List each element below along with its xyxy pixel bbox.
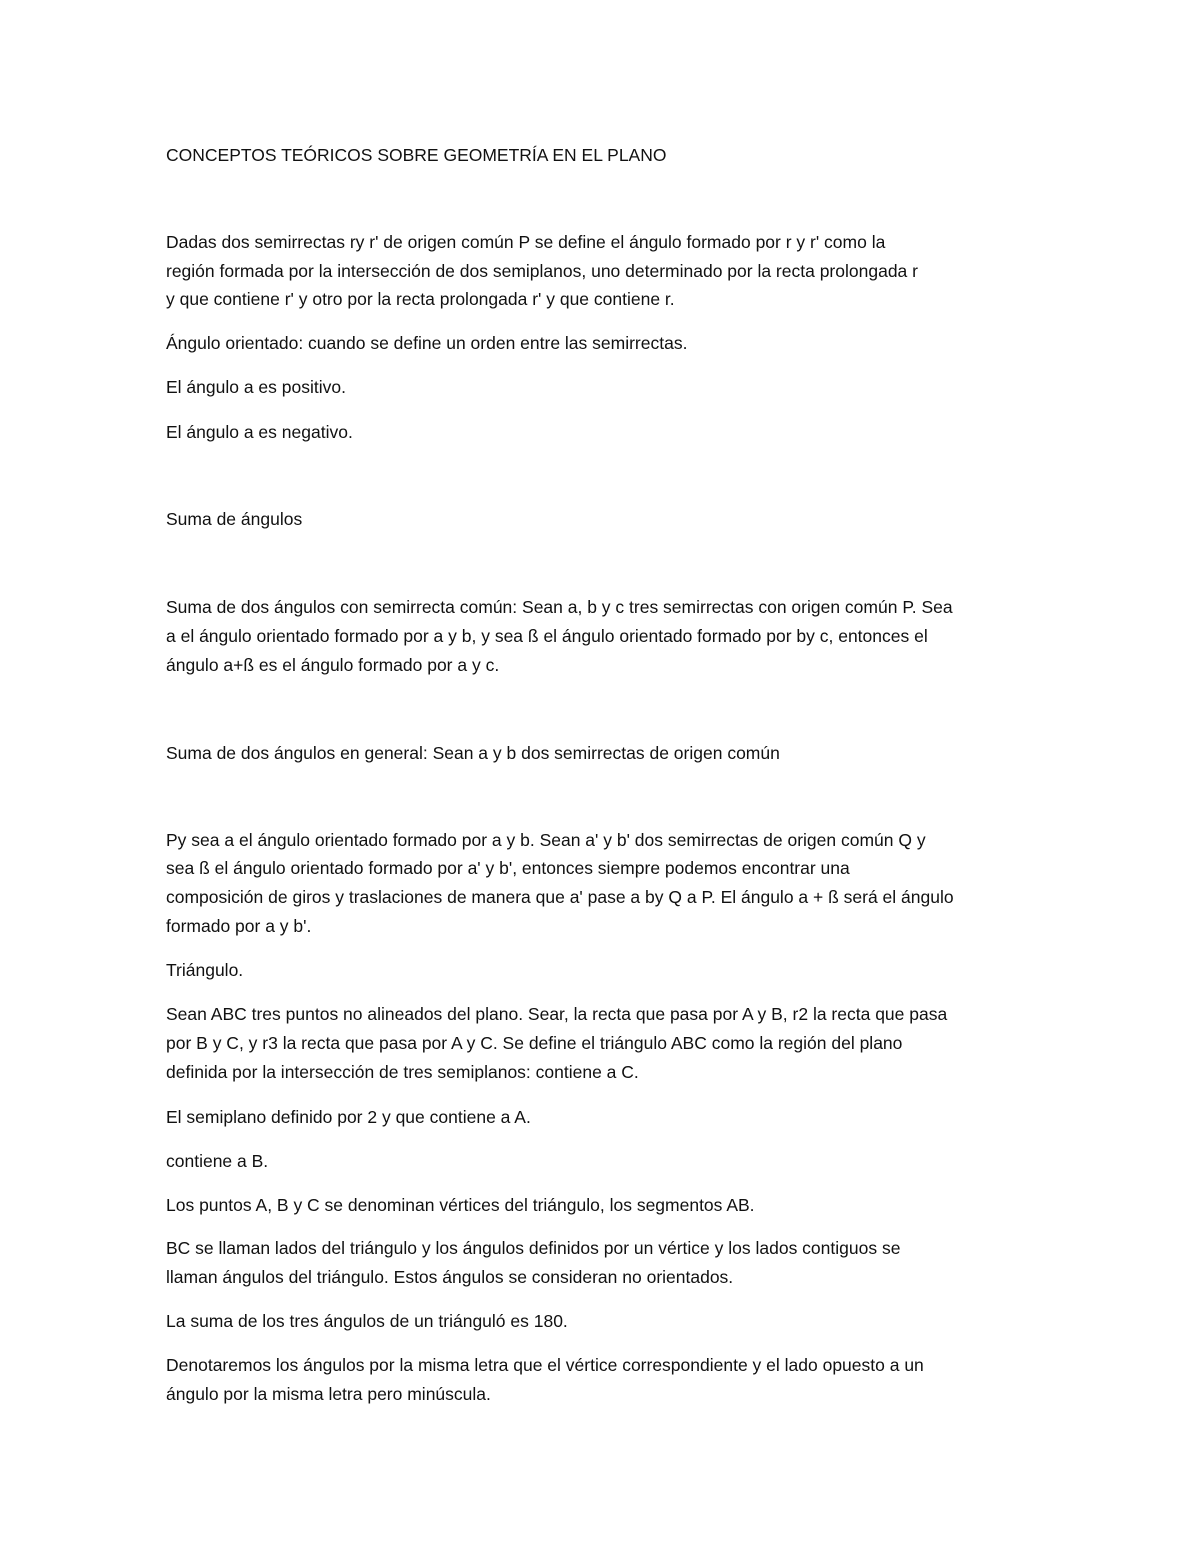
paragraph-line: ángulo por la misma letra pero minúscula.	[166, 1384, 491, 1404]
document-title: CONCEPTOS TEÓRICOS SOBRE GEOMETRÍA EN EL PLANO	[166, 145, 667, 165]
paragraph-line: llaman ángulos del triángulo. Estos ángulos se consideran no orientados.	[166, 1267, 734, 1287]
paragraph-line: Suma de dos ángulos en general: Sean a y b dos semirrectas de origen común	[166, 743, 780, 763]
paragraph-line: definida por la intersección de tres semiplanos: contiene a C.	[166, 1062, 639, 1082]
paragraph-line: composición de giros y traslaciones de manera que a' pase a by Q a P. El ángulo a + ß será el ángulo	[166, 887, 954, 907]
paragraph-line: El ángulo a es negativo.	[166, 422, 353, 442]
section-heading: Suma de ángulos	[166, 509, 303, 529]
paragraph-line: El ángulo a es positivo.	[166, 377, 346, 397]
paragraph-line: Suma de dos ángulos con semirrecta común: Sean a, b y c tres semirrectas con origen común P. Sea	[166, 597, 953, 617]
paragraph-line: sea ß el ángulo orientado formado por a' y b', entonces siempre podemos encontrar una	[166, 858, 850, 878]
paragraph-line: La suma de los tres ángulos de un triánguló es 180.	[166, 1311, 568, 1331]
paragraph-line: contiene a B.	[166, 1151, 269, 1171]
paragraph-line: ángulo a+ß es el ángulo formado por a y c.	[166, 655, 500, 675]
paragraph-line: a el ángulo orientado formado por a y b, y sea ß el ángulo orientado formado por by c, entonces el	[166, 626, 928, 646]
paragraph-line: Dadas dos semirrectas ry r' de origen común P se define el ángulo formado por r y r' como la	[166, 232, 886, 252]
paragraph-line: y que contiene r' y otro por la recta prolongada r' y que contiene r.	[166, 289, 675, 309]
paragraph-line: El semiplano definido por 2 y que contiene a A.	[166, 1107, 531, 1127]
paragraph-line: Ángulo orientado: cuando se define un orden entre las semirrectas.	[166, 333, 688, 353]
paragraph-line: Py sea a el ángulo orientado formado por a y b. Sean a' y b' dos semirrectas de origen común Q y	[166, 830, 926, 850]
paragraph-line: región formada por la intersección de dos semiplanos, uno determinado por la recta prolongada r	[166, 261, 918, 281]
paragraph-line: Denotaremos los ángulos por la misma letra que el vértice correspondiente y el lado opuesto a un	[166, 1355, 924, 1375]
paragraph-line: Los puntos A, B y C se denominan vértices del triángulo, los segmentos AB.	[166, 1195, 755, 1215]
paragraph-line: BC se llaman lados del triángulo y los ángulos definidos por un vértice y los lados contiguos se	[166, 1238, 901, 1258]
paragraph-line: formado por a y b'.	[166, 916, 312, 936]
paragraph-line: por B y C, y r3 la recta que pasa por A y C. Se define el triángulo ABC como la región del plano	[166, 1033, 903, 1053]
paragraph-line: Triángulo.	[166, 960, 244, 980]
paragraph-line: Sean ABC tres puntos no alineados del plano. Sear, la recta que pasa por A y B, r2 la recta que pasa	[166, 1004, 948, 1024]
